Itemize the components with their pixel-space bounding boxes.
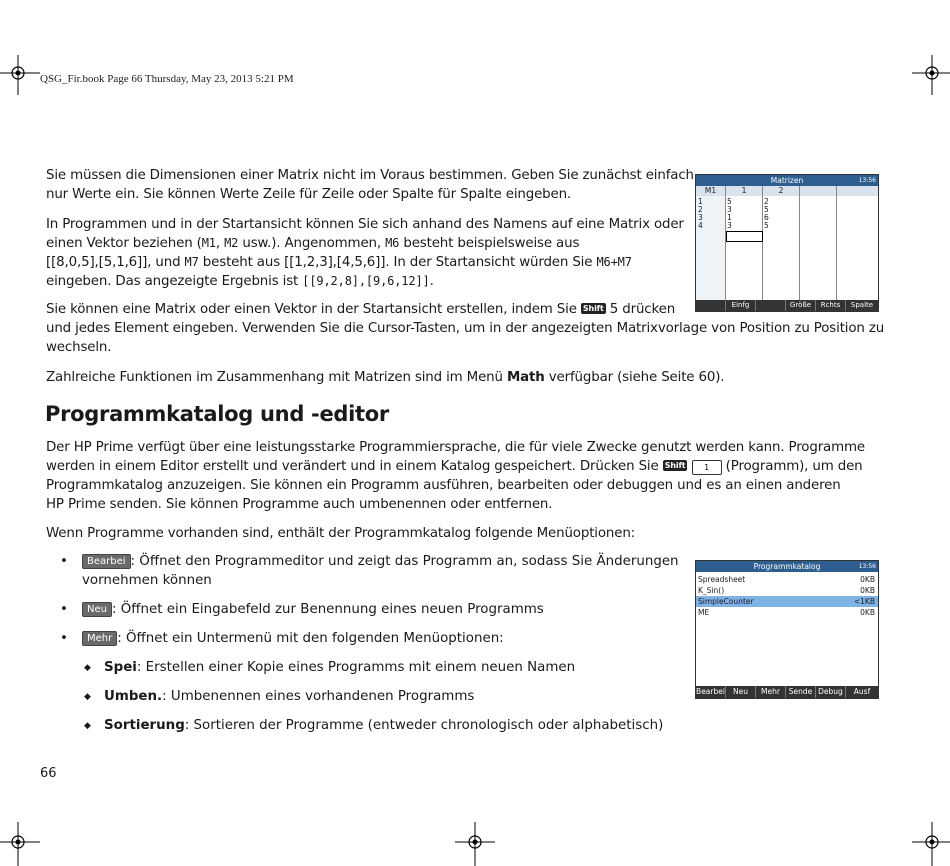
- screen-clock: 13:56: [858, 563, 876, 570]
- screen-title: Programmkatalog: [696, 561, 878, 572]
- text-fragment: usw.). Angenommen,: [238, 236, 386, 251]
- softkey[interactable]: [756, 300, 786, 311]
- matrix-header-name: M1: [696, 186, 726, 196]
- registration-mark-top-right: [912, 55, 950, 95]
- softkey[interactable]: [696, 300, 726, 311]
- text-line: HP Prime senden. Sie können Programme auch umbenennen oder entfernen.: [46, 497, 553, 512]
- softkey-neu[interactable]: Neu: [726, 686, 756, 698]
- paragraph-matrix-dimensions: [46, 166, 694, 204]
- row-index: 2: [698, 205, 703, 214]
- text-fragment: Zahlreiche Funktionen im Zusammenhang mit Matrizen sind im Menü: [46, 370, 507, 385]
- registration-mark-bottom-center: [455, 822, 495, 866]
- softkey-rchts[interactable]: Rchts: [816, 300, 846, 311]
- text-fragment: besteht aus [[1,2,3],[4,5,6]]. In der Startansicht würden Sie: [198, 255, 597, 270]
- text-line: nur Werte ein. Sie können Werte Zeile für Zeile oder Spalte für Spalte eingeben.: [46, 187, 572, 202]
- matrix-cell[interactable]: 5: [764, 205, 769, 214]
- text-line: In Programmen und in der Startansicht können Sie sich anhand des Namens auf eine Matrix oder: [46, 217, 684, 232]
- diamond-bullet-icon: ◆: [84, 663, 91, 673]
- text-fragment: [[8,0,5],[5,1,6]], und: [46, 255, 185, 270]
- program-name: K_Sin(): [698, 586, 725, 595]
- matrix-editor-screenshot: [695, 174, 879, 312]
- program-name: ME: [698, 608, 710, 617]
- mehr-menu-key: Mehr: [82, 631, 117, 646]
- matrix-cell[interactable]: 5: [764, 221, 769, 230]
- registration-mark-bottom-left: [0, 822, 40, 866]
- sub-term: Umben.: [104, 689, 163, 704]
- bearbei-menu-key: Bearbei: [82, 554, 131, 569]
- softkey-sende[interactable]: Sende: [786, 686, 816, 698]
- code-m6-plus-m7: M6+M7: [596, 255, 632, 269]
- bullet-line: : Öffnet ein Untermenü mit den folgenden Menüoptionen:: [117, 631, 504, 646]
- screen-clock: 13:56: [858, 177, 876, 184]
- row-index: 3: [698, 213, 703, 222]
- text-fragment: besteht beispielsweise aus: [399, 236, 580, 251]
- matrix-cursor-cell[interactable]: [726, 231, 763, 242]
- shift-key-icon: Shift: [582, 304, 604, 313]
- registration-mark-bottom-right: [912, 822, 950, 866]
- program-name: Spreadsheet: [698, 575, 746, 584]
- matrix-cell[interactable]: 5: [727, 197, 732, 206]
- program-size: 0KB: [860, 608, 875, 617]
- softkey-spalte[interactable]: Spalte: [846, 300, 878, 311]
- bullet-icon: •: [60, 554, 68, 569]
- text-fragment: (Programm), um den: [721, 459, 863, 474]
- bullet-icon: •: [60, 631, 68, 646]
- softkey-bearbei[interactable]: Bearbei: [696, 687, 725, 696]
- softkey-einfg[interactable]: Einfg: [726, 300, 756, 311]
- program-catalog-screenshot: [695, 560, 879, 699]
- sub-term: Sortierung: [104, 718, 185, 733]
- shift-key-icon: Shift: [664, 461, 686, 470]
- softkey-debug[interactable]: Debug: [816, 686, 846, 698]
- diamond-bullet-icon: ◆: [84, 692, 91, 702]
- text-fragment: .: [429, 274, 434, 289]
- row-index: 1: [698, 197, 703, 206]
- sub-list-item: [84, 716, 663, 736]
- matrix-cell[interactable]: 6: [764, 213, 769, 222]
- bullet-line: : Öffnet ein Eingabefeld zur Benennung eines neuen Programms: [111, 602, 544, 617]
- text-fragment: 5 drücken: [605, 302, 676, 317]
- matrix-cell[interactable]: 1: [727, 213, 732, 222]
- text-line: und jedes Element eingeben. Verwenden Sie die Cursor-Tasten, um in der angezeigten Matrixvorlage von Position zu Position zu: [46, 321, 885, 336]
- matrix-header-col: 1: [726, 186, 763, 196]
- matrix-cell[interactable]: 3: [727, 221, 732, 230]
- text-line: Der HP Prime verfügt über eine leistungsstarke Programmiersprache, die für viele Zwecke genutzt werden kann. Programme: [46, 440, 865, 455]
- sub-list-item: [84, 658, 575, 678]
- math-menu-label: Math: [506, 370, 545, 385]
- row-index: 4: [698, 221, 703, 230]
- text-fragment: eingeben. Das angezeigte Ergebnis ist: [46, 274, 303, 289]
- text-fragment: werden in einem Editor erstellt und verändert und in einem Katalog gespeichert. Drücken Sie: [46, 459, 663, 474]
- sub-text: : Sortieren der Programme (entweder chronologisch oder alphabetisch): [184, 718, 664, 733]
- program-size: <1KB: [853, 597, 875, 606]
- paragraph-programming: [46, 438, 865, 514]
- program-list-item-selected[interactable]: [696, 596, 878, 607]
- bullet-line: : Öffnet den Programmeditor und zeigt das Programm an, sodass Sie Änderungen: [130, 554, 679, 569]
- paragraph-menu-options: Wenn Programme vorhanden sind, enthält der Programmkatalog folgende Menüoptionen:: [46, 526, 636, 541]
- bullet-line: vornehmen können: [82, 573, 212, 588]
- program-list-item[interactable]: [696, 585, 878, 596]
- code-m1: M1: [201, 236, 216, 250]
- text-fragment: einen Vektor beziehen (: [46, 236, 202, 251]
- program-name: SimpleCounter: [698, 597, 754, 606]
- sub-term: Spei: [104, 660, 137, 675]
- registration-mark-top-left: [0, 55, 40, 95]
- program-size: 0KB: [860, 586, 875, 595]
- screen-title: Matrizen: [696, 175, 878, 186]
- softkey-ausf[interactable]: Ausf: [846, 686, 878, 698]
- program-size: 0KB: [860, 575, 875, 584]
- page-number: 66: [40, 766, 57, 781]
- softkey-mehr[interactable]: Mehr: [756, 686, 786, 698]
- bullet-icon: •: [60, 602, 68, 617]
- section-heading: Programmkatalog und -editor: [45, 402, 389, 426]
- program-list-item[interactable]: [696, 574, 878, 585]
- text-line: Sie müssen die Dimensionen einer Matrix nicht im Voraus bestimmen. Geben Sie zunächst einfach: [46, 168, 694, 183]
- sub-text: : Umbenennen eines vorhandenen Programms: [162, 689, 475, 704]
- code-result: [[9,2,8],[9,6,12]]: [302, 274, 430, 288]
- sub-text: : Erstellen einer Kopie eines Programms mit einem neuen Namen: [136, 660, 576, 675]
- sub-list-item: [84, 687, 474, 707]
- matrix-cell[interactable]: 3: [727, 205, 732, 214]
- program-list-item[interactable]: [696, 607, 878, 618]
- text-line: Programmkatalog anzuzeigen. Sie können ein Programm ausführen, bearbeiten oder debuggen und es an einen anderen: [46, 478, 841, 493]
- matrix-header-col: [800, 186, 837, 196]
- matrix-header-col: 2: [763, 186, 800, 196]
- text-fragment: Sie können eine Matrix oder einen Vektor in der Startansicht erstellen, indem Sie: [46, 302, 581, 317]
- text-fragment: verfügbar (siehe Seite 60).: [544, 370, 725, 385]
- bullet-text: [82, 552, 679, 590]
- paragraph-matrix-names: [46, 215, 684, 291]
- paragraph-math-menu: [46, 368, 724, 387]
- code-m7: M7: [184, 255, 199, 269]
- diamond-bullet-icon: ◆: [84, 721, 91, 731]
- bullet-text: [82, 629, 504, 648]
- page-header: QSG_Fir.book Page 66 Thursday, May 23, 2013 5:21 PM: [40, 73, 294, 85]
- bullet-text: [82, 600, 544, 619]
- text-fragment: ,: [215, 236, 225, 251]
- code-m6: M6: [385, 236, 400, 250]
- matrix-header-col: [837, 186, 878, 196]
- text-line: wechseln.: [46, 340, 112, 355]
- softkey-groesse[interactable]: Größe: [786, 300, 816, 311]
- matrix-column: [800, 196, 837, 300]
- neu-menu-key: Neu: [82, 602, 112, 617]
- key-1-icon: 1: [692, 460, 722, 475]
- matrix-cell[interactable]: 2: [764, 197, 769, 206]
- code-m2: M2: [224, 236, 239, 250]
